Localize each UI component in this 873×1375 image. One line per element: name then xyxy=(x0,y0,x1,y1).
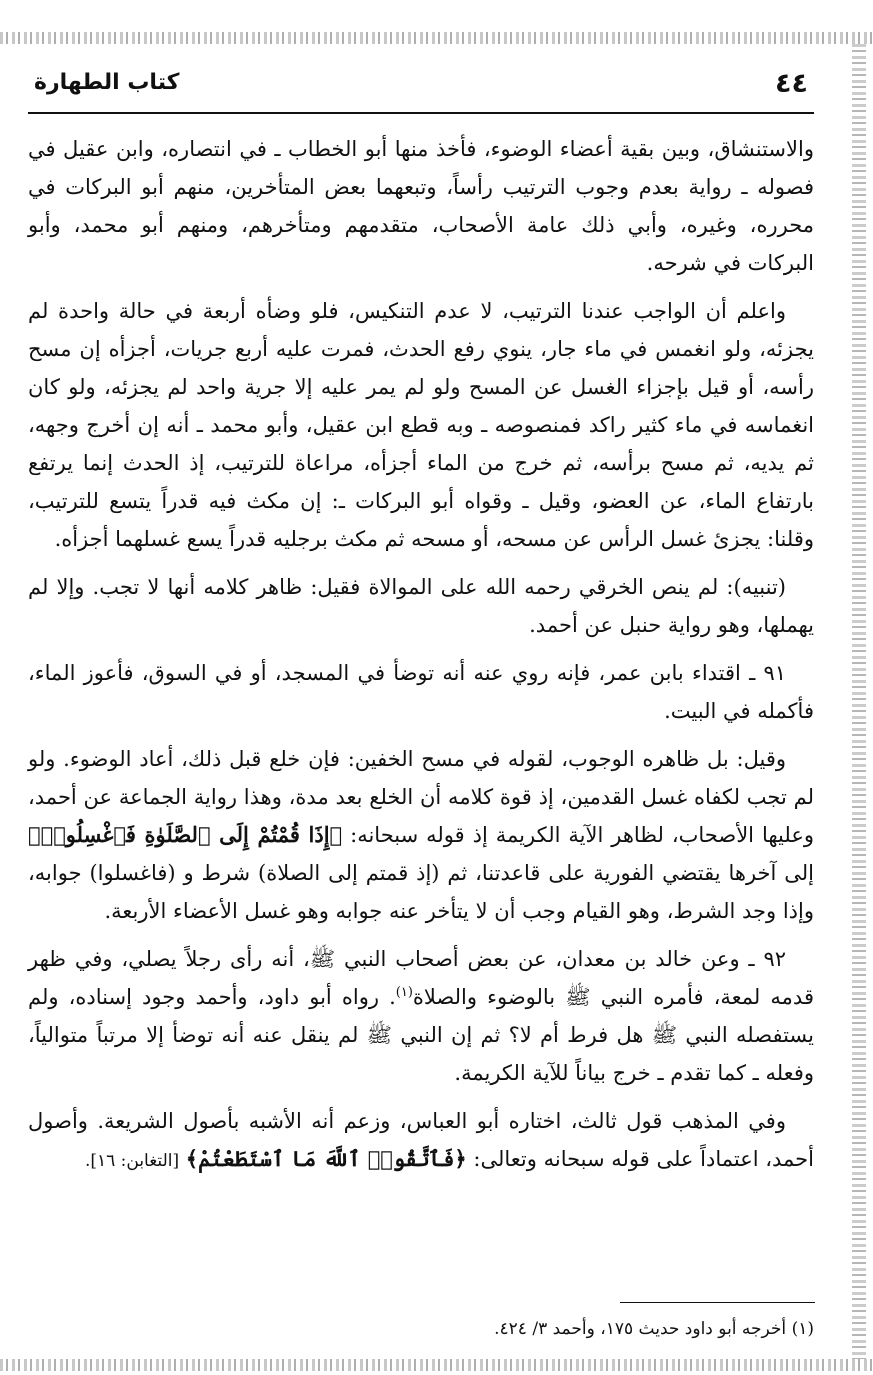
paragraph-text: ٩٢ ـ وعن خالد بن معدان، عن بعض أصحاب النبي ﷺ، أنه رأى رجلاً يصلي، وفي ظهر قدمه لمعة، فأمره النبي ﷺ بالوضوء والصلاة xyxy=(28,947,814,1009)
quran-reference: [التغابن: ١٦]. xyxy=(84,1151,180,1171)
main-text xyxy=(28,130,814,1190)
page-header xyxy=(28,64,814,110)
top-ornamental-border xyxy=(0,32,873,44)
paragraph xyxy=(28,740,814,930)
header-divider xyxy=(28,112,814,114)
page-number: ٤٤ xyxy=(775,68,808,99)
quran-quote: ﴿فَٱتَّقُوا۟ ٱللَّهَ مَا ٱسْتَطَعْتُمْ﴾ xyxy=(185,1146,467,1171)
paragraph: ٩١ ـ اقتداء بابن عمر، فإنه روي عنه أنه توضأ في المسجد، أو في السوق، فأعوز الماء، فأكمله في البيت. xyxy=(28,661,814,723)
paragraph-text: إلى آخرها يقتضي الفورية على قاعدتنا، ثم (إذ قمتم إلى الصلاة) شرط و (فاغسلوا) جوابه، وإذا وجد الشرط، وهو القيام وجب أن لا يتأخر عنه جوابه وهو غسل الأعضاء الأربعة. xyxy=(28,861,814,923)
paragraph-text: وقيل: بل ظاهره الوجوب، لقوله في مسح الخفين: فإن خلع قبل ذلك، أعاد الوضوء. ولو لم تجب لكفاه غسل القدمين، إذ قوة كلامه أن الخلع بعد مدة، وهذا رواية الجماعة عن أحمد، وعليها الأصحاب، لظاهر الآية الكريمة إذ قوله سبحانه: xyxy=(28,747,814,847)
paragraph-text: وفي المذهب قول ثالث، اختاره أبو العباس، وزعم أنه الأشبه بأصول الشريعة. وأصول أحمد، اعتماداً على قوله سبحانه وتعالى: xyxy=(28,1109,814,1171)
bottom-ornamental-border xyxy=(0,1359,873,1371)
footnote-divider xyxy=(620,1302,815,1303)
running-title: كتاب الطهارة xyxy=(34,70,180,95)
footnote-marker: (١) xyxy=(395,985,413,1000)
quran-quote: ﴿إِذَا قُمْتُمْ إِلَى ٱلصَّلَوٰةِ فَٱغْسِلُوا۟﴾ xyxy=(28,822,343,847)
paragraph xyxy=(28,940,814,1092)
footnote-number: (١) xyxy=(791,1319,814,1339)
footnote-text: أخرجه أبو داود حديث ١٧٥، وأحمد ٣/ ٤٢٤. xyxy=(494,1319,787,1339)
paragraph: واعلم أن الواجب عندنا الترتيب، لا عدم التنكيس، فلو وضأه أربعة في حالة واحدة لم يجزئه، ولو انغمس في ماء جار، ينوي رفع الحدث، فمرت عليه أربع جريات، أجزأه إن مسح رأسه، أو قيل بإجزاء الغسل عن المسح ولو لم يمر عليه إلا جرية واحد لم يجزئه، ولو كان انغماسه في ماء كثير راكد فمنصوصه ـ وبه قطع ابن عقيل، وأبو محمد ـ أنه إن أخرج وجهه، ثم يديه، ثم مسح برأسه، ثم خرج من الماء أجزأه، مراعاة للترتيب، إذ الحدث إنما يرتفع بارتفاع الماء، عن العضو، وقيل ـ وقواه أبو البركات ـ: إن مكث فيه قدراً يتسع للترتيب، وقلنا: يجزئ غسل الرأس عن مسحه، أو مسحه ثم مكث برجليه قدراً يسع غسلهما أجزأه. xyxy=(28,299,814,551)
paragraph xyxy=(28,1102,814,1180)
paragraph-text: . رواه أبو داود، وأحمد وجود إسناده، ولم يستفصله النبي ﷺ هل فرط أم لا؟ ثم إن النبي ﷺ لم ينقل عنه أنه توضأ إلا مرتباً متوالياً، وفعله ـ كما تقدم ـ خرج بياناً للآية الكريمة. xyxy=(28,985,814,1085)
paragraph: (تنبيه): لم ينص الخرقي رحمه الله على الموالاة فقيل: ظاهر كلامه أنها لا تجب. وإلا لم يهملها، وهو رواية حنبل عن أحمد. xyxy=(28,575,814,637)
footnote xyxy=(28,1316,814,1342)
paragraph: والاستنشاق، وبين بقية أعضاء الوضوء، فأخذ منها أبو الخطاب ـ في انتصاره، وابن عقيل في فصوله ـ رواية بعدم وجوب الترتيب رأساً، وتبعهما بعض المتأخرين، منهم أبو البركات في محرره، وغيره، وأبي ذلك عامة الأصحاب، متقدمهم ومتأخرهم، ومنهم أبو محمد، وأبو البركات في شرحه. xyxy=(28,137,814,275)
right-ornamental-border xyxy=(852,44,866,1359)
